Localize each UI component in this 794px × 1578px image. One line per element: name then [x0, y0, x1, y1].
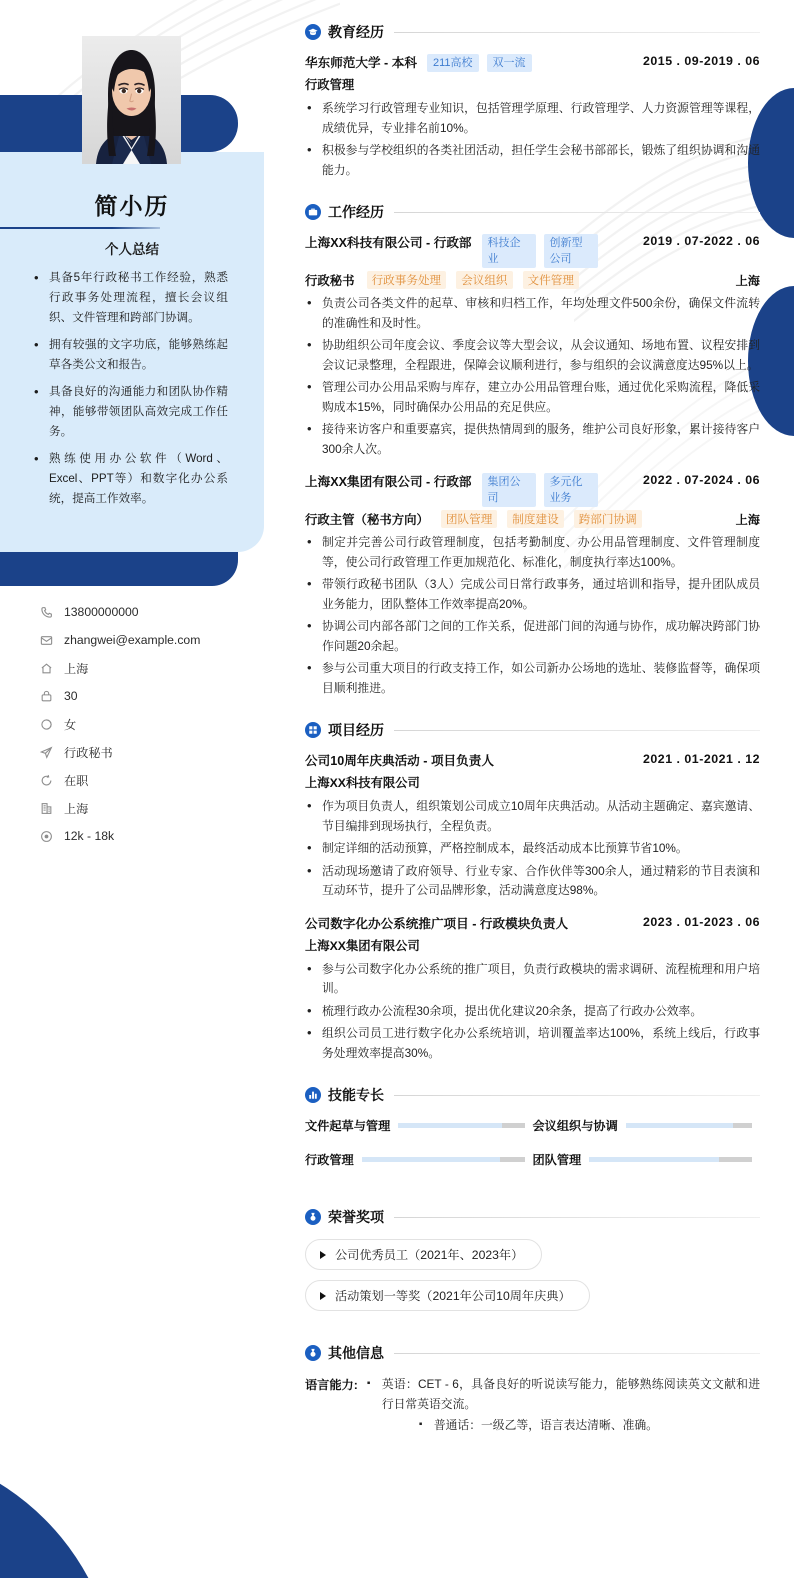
decorative-corner-blob	[0, 1446, 118, 1578]
skill-label: 文件起草与管理	[305, 1119, 391, 1133]
skill-label: 行政管理	[305, 1153, 354, 1167]
skill-bar	[398, 1123, 524, 1128]
contact-email	[40, 626, 260, 654]
language-list	[358, 1375, 760, 1438]
honor-chip[interactable]	[305, 1239, 542, 1270]
work-date: 2022 . 07-2024 . 06	[643, 473, 760, 487]
contact-value: 行政秘书	[64, 745, 113, 760]
list-item: • 拥有较强的文字功底，能够熟练起草各类公文和报告。	[32, 335, 228, 375]
school-tag: 211高校	[427, 54, 479, 72]
list-item: • 接待来访客户和重要嘉宾，提供热情周到的服务，维护公司良好形象，累计接待客户300余人次。	[305, 420, 760, 459]
company-name: 上海XX科技有限公司 - 行政部	[305, 236, 472, 250]
list-item: • 负责公司各类文件的起草、审核和归档工作，年均处理文件500余份，确保文件流转的准确性和及时性。	[305, 294, 760, 333]
list-item: • 制定并完善公司行政管理制度，包括考勤制度、办公用品管理制度、文件管理制度等，使公司行政管理工作更加规范化、标准化，制度执行率达100%。	[305, 533, 760, 572]
work-bullets	[305, 533, 760, 698]
skill-bar-fill	[626, 1123, 733, 1128]
gender-icon	[40, 718, 62, 731]
section-divider	[394, 730, 760, 731]
role-row	[305, 271, 760, 289]
language-label: 语言能力:	[305, 1378, 358, 1392]
play-triangle-icon	[320, 1292, 326, 1300]
person-name: 简小历	[94, 193, 170, 219]
section-title: 技能专长	[328, 1087, 384, 1103]
honor-label: 活动策划一等奖（2021年公司10周年庆典）	[335, 1289, 571, 1303]
graduation-cap-icon	[305, 24, 321, 40]
phone-icon	[40, 606, 62, 619]
role-skill-tag: 制度建设	[507, 510, 563, 528]
entry-header	[305, 473, 760, 507]
education-bullets	[305, 99, 760, 180]
contact-phone	[40, 598, 260, 626]
play-triangle-icon	[320, 1251, 326, 1259]
company-tag: 科技企业	[482, 234, 536, 268]
contact-value: 女	[64, 717, 77, 732]
list-item: • 梳理行政办公流程30余项，提出优化建议20余条，提高了行政办公效率。	[305, 1002, 760, 1022]
list-item: • 熟练使用办公软件（Word、Excel、PPT等）和数字化办公系统，提高工作效率。	[32, 449, 228, 509]
contact-job	[40, 738, 260, 766]
company-name: 上海XX集团有限公司 - 行政部	[305, 475, 472, 489]
contact-value: 上海	[64, 661, 89, 676]
project-entry	[305, 752, 760, 901]
sidebar-bottom-bar	[0, 552, 238, 586]
section-other	[305, 1343, 760, 1438]
section-skills	[305, 1085, 760, 1185]
section-work	[305, 202, 760, 698]
summary-heading: 个人总结	[105, 242, 159, 257]
main-content	[305, 0, 760, 1442]
contact-salary	[40, 822, 260, 850]
list-item: • 参与公司重大项目的行政支持工作，如公司新办公场地的选址、装修监督等，确保项目顺利推进。	[305, 659, 760, 698]
summary-list	[32, 268, 228, 516]
list-item: • 参与公司数字化办公系统的推广项目，负责行政模块的需求调研、流程梳理和用户培训。	[305, 960, 760, 999]
contact-list	[40, 598, 260, 850]
company-tag: 集团公司	[482, 473, 536, 507]
skill-bar	[589, 1157, 752, 1162]
role-skill-tag: 团队管理	[441, 510, 497, 528]
role-skill-tag: 会议组织	[456, 271, 512, 289]
list-item: • 管理公司办公用品采购与库存，建立办公用品管理台账，通过优化采购流程，降低采购成本15%，同时确保办公用品的充足供应。	[305, 378, 760, 417]
list-item: • 活动现场邀请了政府领导、行业专家、合作伙伴等300余人，通过精彩的节目表演和互动环节，提升了公司品牌形象，活动满意度达98%。	[305, 862, 760, 901]
role-skill-tag: 文件管理	[523, 271, 579, 289]
skill-bar	[626, 1123, 752, 1128]
medal-icon	[305, 1209, 321, 1225]
section-title: 工作经历	[328, 204, 384, 220]
school-tag: 双一流	[487, 54, 532, 72]
briefcase-icon	[305, 204, 321, 220]
section-header	[305, 202, 760, 222]
section-divider	[394, 32, 760, 33]
project-bullets	[305, 960, 760, 1064]
skill-bar-fill	[398, 1123, 501, 1128]
work-entry	[305, 234, 760, 459]
project-entry	[305, 915, 760, 1064]
contact-value: 在职	[64, 773, 89, 788]
list-item: • 具备5年行政秘书工作经验，熟悉行政事务处理流程，擅长会议组织、文件管理和跨部门协调。	[32, 268, 228, 328]
company-tag: 创新型公司	[544, 234, 598, 268]
honor-list	[305, 1239, 760, 1321]
entry-header	[305, 54, 760, 72]
contact-age	[40, 682, 260, 710]
list-item: ▪ 英语：CET - 6，具备良好的听说读写能力，能够熟练阅读英文文献和进行日常英语交流。	[364, 1375, 760, 1414]
skill-bar	[362, 1157, 525, 1162]
list-item: • 组织公司员工进行数字化办公系统培训，培训覆盖率达100%，系统上线后，行政事务处理效率提高30%。	[305, 1024, 760, 1063]
section-header	[305, 1343, 760, 1363]
salary-icon	[40, 830, 62, 843]
city-icon	[40, 802, 62, 815]
list-item: • 作为项目负责人，组织策划公司成立10周年庆典活动。从活动主题确定、嘉宾邀请、节目编排到现场执行，全程负责。	[305, 797, 760, 836]
role-skill-tag: 行政事务处理	[367, 271, 447, 289]
role-row	[305, 510, 760, 528]
skill-grid	[305, 1117, 760, 1185]
section-title: 教育经历	[328, 24, 384, 40]
contact-value: zhangwei@example.com	[64, 633, 201, 647]
work-date: 2019 . 07-2022 . 06	[643, 234, 760, 248]
contact-value: 12k - 18k	[64, 829, 115, 843]
list-item: • 带领行政秘书团队（3人）完成公司日常行政事务，通过培训和指导，提升团队成员业务能力，团队整体工作效率提高20%。	[305, 575, 760, 614]
name-divider	[0, 227, 160, 229]
section-header	[305, 1085, 760, 1105]
section-divider	[394, 212, 760, 213]
section-title: 其他信息	[328, 1345, 384, 1361]
contact-home	[40, 654, 260, 682]
work-location: 上海	[735, 273, 760, 288]
list-item: • 积极参与学校组织的各类社团活动，担任学生会秘书部部长，锻炼了组织协调和沟通能力。	[305, 141, 760, 180]
list-item: • 协调公司内部各部门之间的工作关系，促进部门间的沟通与协作，成功解决跨部门协作问题20余起。	[305, 617, 760, 656]
honor-label: 公司优秀员工（2021年、2023年）	[335, 1248, 524, 1262]
work-location: 上海	[735, 512, 760, 527]
list-item: • 协助组织公司年度会议、季度会议等大型会议，从会议通知、场地布置、议程安排到会议记录整理，全程跟进，保障会议顺利进行，参与组织的会议满意度达95%以上。	[305, 336, 760, 375]
skill-item	[305, 1117, 533, 1134]
section-title: 荣誉奖项	[328, 1209, 384, 1225]
list-item: ▪ 普通话：一级乙等，语言表达清晰、准确。	[364, 1416, 760, 1436]
skill-label: 团队管理	[532, 1153, 582, 1167]
language-row	[305, 1375, 760, 1438]
entry-header	[305, 234, 760, 268]
major: 行政管理	[305, 78, 355, 92]
section-title: 项目经历	[328, 722, 384, 738]
project-company: 上海XX集团有限公司	[305, 938, 420, 953]
company-tag: 多元化业务	[544, 473, 598, 507]
honor-chip[interactable]	[305, 1280, 590, 1311]
skill-bar-fill	[589, 1157, 719, 1162]
section-header	[305, 1207, 760, 1227]
status-icon	[40, 774, 62, 787]
work-bullets	[305, 294, 760, 459]
project-date: 2023 . 01-2023 . 06	[643, 914, 760, 929]
role-skill-tag: 跨部门协调	[574, 510, 642, 528]
project-bullets	[305, 797, 760, 901]
education-entry	[305, 54, 760, 180]
project-company: 上海XX科技有限公司	[305, 776, 420, 790]
bar-chart-icon	[305, 1087, 321, 1103]
mail-icon	[40, 634, 62, 647]
project-date: 2021 . 01-2021 . 12	[643, 752, 760, 766]
contact-value: 上海	[64, 801, 89, 816]
entry-header	[305, 752, 760, 770]
avatar	[82, 36, 181, 164]
age-icon	[40, 690, 62, 703]
section-divider	[394, 1353, 760, 1354]
skill-item	[533, 1117, 761, 1134]
list-item: • 系统学习行政管理专业知识，包括管理学原理、行政管理学、人力资源管理等课程，成绩优异，专业排名前10%。	[305, 99, 760, 138]
school-name: 华东师范大学 - 本科	[305, 56, 417, 70]
contact-gender	[40, 710, 260, 738]
skill-bar-fill	[362, 1157, 500, 1162]
section-project	[305, 720, 760, 1063]
grid-icon	[305, 722, 321, 738]
section-education	[305, 22, 760, 180]
work-entry	[305, 473, 760, 698]
list-item: • 制定详细的活动预算，严格控制成本，最终活动成本比预算节省10%。	[305, 839, 760, 859]
list-item: • 具备良好的沟通能力和团队协作精神，能够带领团队高效完成工作任务。	[32, 382, 228, 442]
entry-header	[305, 915, 760, 933]
project-name: 公司数字化办公系统推广项目 - 行政模块负责人	[305, 916, 569, 931]
skill-item	[305, 1151, 533, 1168]
contact-city	[40, 794, 260, 822]
contact-value: 30	[64, 689, 78, 703]
section-header	[305, 720, 760, 740]
education-date: 2015 . 09-2019 . 06	[643, 54, 760, 68]
section-divider	[394, 1095, 760, 1096]
job-title: 行政秘书	[305, 274, 355, 288]
section-divider	[394, 1217, 760, 1218]
contact-status	[40, 766, 260, 794]
contact-value: 13800000000	[64, 605, 139, 619]
job-icon	[40, 746, 62, 759]
job-title: 行政主管（秘书方向）	[305, 513, 429, 527]
skill-item	[533, 1151, 761, 1168]
home-icon	[40, 662, 62, 675]
section-honors	[305, 1207, 760, 1321]
section-header	[305, 22, 760, 42]
skill-label: 会议组织与协调	[532, 1119, 618, 1133]
medal-icon	[305, 1345, 321, 1361]
project-name: 公司10周年庆典活动 - 项目负责人	[305, 754, 494, 768]
